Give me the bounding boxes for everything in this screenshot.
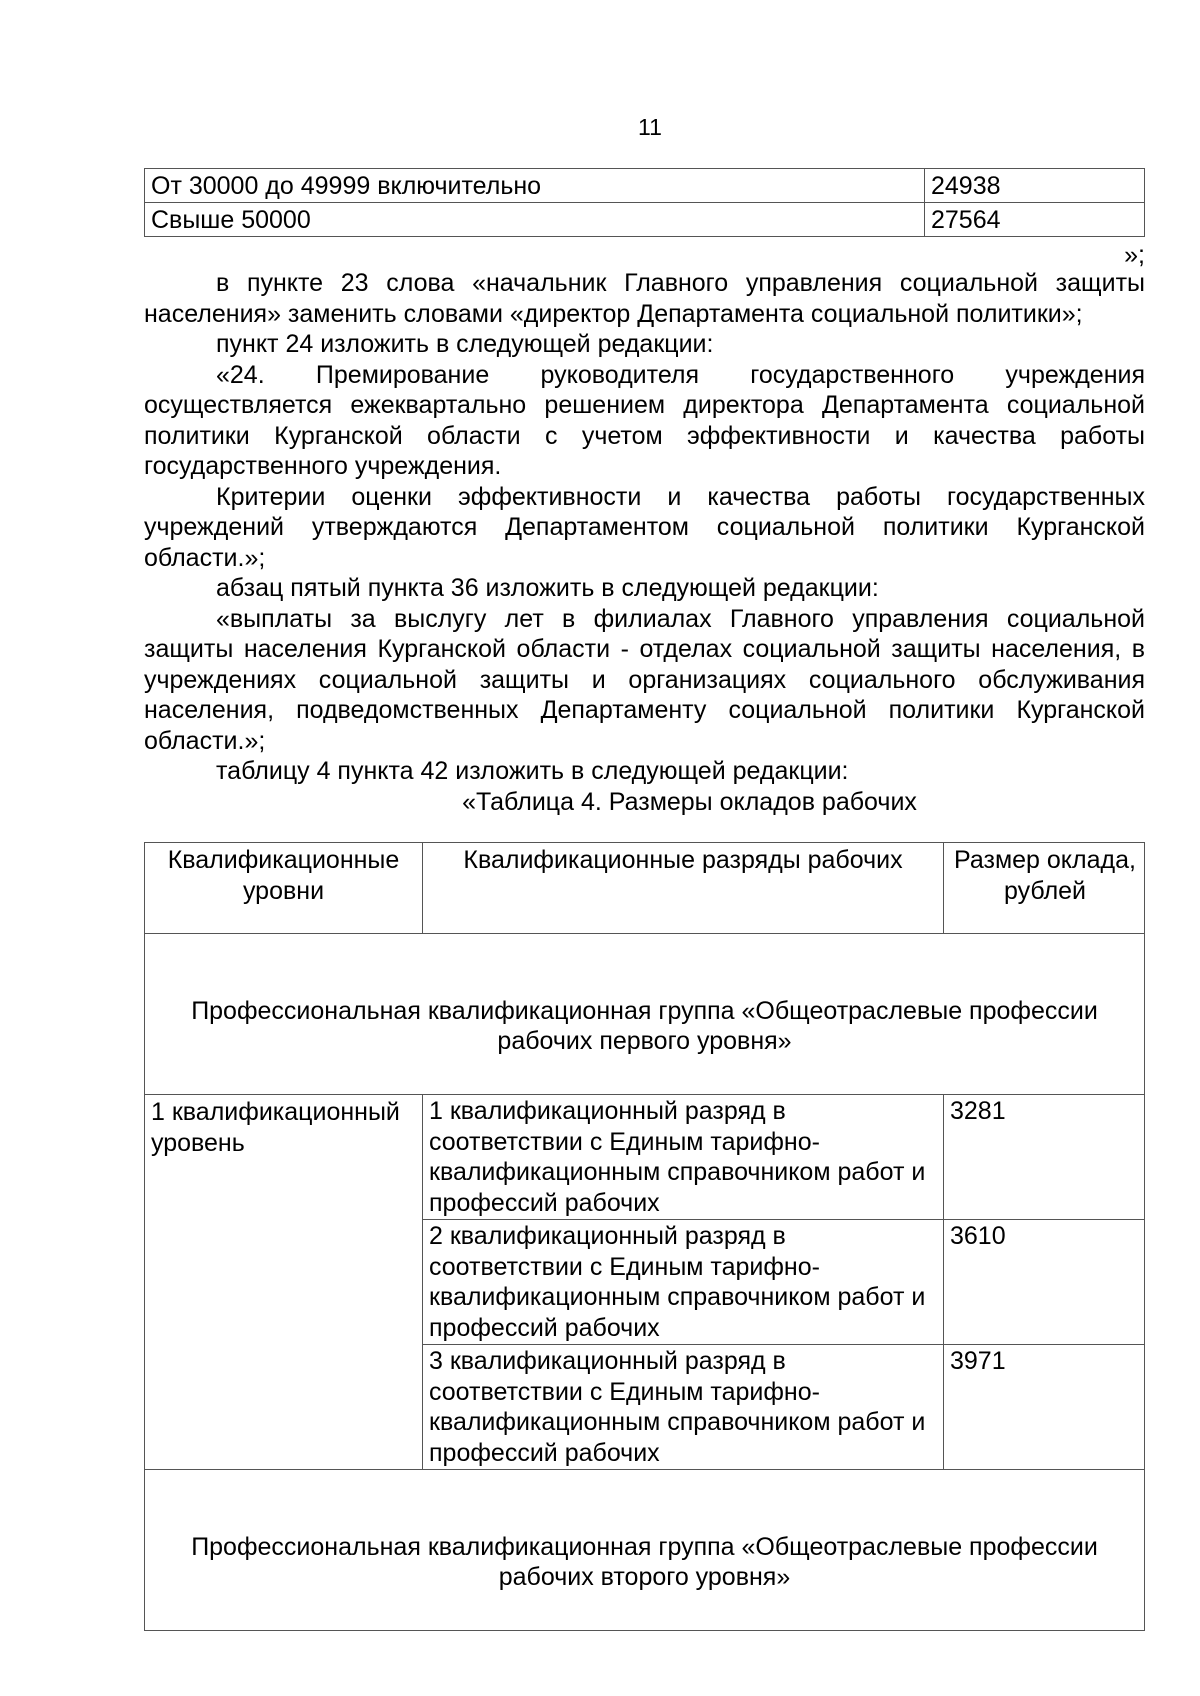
header-salary: Размер оклада, рублей: [944, 843, 1145, 934]
paragraph: в пункте 23 слова «начальник Главного управления социальной защиты населения» заменить словами «директор Департамента социальной политики»;: [144, 269, 1145, 328]
rank-cell: 3 квалификационный разряд в соответствии с Единым тарифно-квалификационным справочником работ и профессий рабочих: [423, 1345, 944, 1470]
salary-cell: 3971: [944, 1345, 1145, 1470]
group-heading: Профессиональная квалификационная группа «Общеотраслевые профессии рабочих первого уровня»: [145, 934, 1145, 1095]
paragraph: пункт 24 изложить в следующей редакции:: [216, 330, 714, 358]
value-cell: 27564: [925, 203, 1145, 237]
table-row: [145, 169, 1145, 203]
header-qualification-levels: Квалификационные уровни: [145, 843, 423, 934]
worker-salary-table: [144, 842, 1145, 1631]
salary-cell: 3610: [944, 1220, 1145, 1345]
salary-cell: 3281: [944, 1095, 1145, 1220]
level-cell: 1 квалификационный уровень: [145, 1095, 423, 1470]
table-row: [145, 203, 1145, 237]
paragraph: абзац пятый пункта 36 изложить в следующей редакции:: [216, 574, 879, 602]
table-row: [145, 1470, 1145, 1631]
group-heading: Профессиональная квалификационная группа «Общеотраслевые профессии рабочих второго уровня»: [145, 1470, 1145, 1631]
paragraph: «24. Премирование руководителя государственного учреждения осуществляется ежеквартально решением директора Департамента социальной политики Курганской области с учетом эффективности и качества работы государственного учреждения.: [144, 360, 1145, 480]
closing-quote: »;: [1124, 241, 1145, 269]
paragraph: Критерии оценки эффективности и качества работы государственных учреждений утверждаются Департаментом социальной политики Курганской области.»;: [144, 482, 1145, 572]
rank-cell: 1 квалификационный разряд в соответствии с Единым тарифно-квалификационным справочником работ и профессий рабочих: [423, 1095, 944, 1220]
table-caption: «Таблица 4. Размеры окладов рабочих: [462, 787, 917, 816]
table-header-row: [145, 843, 1145, 934]
header-qualification-ranks: Квалификационные разряды рабочих: [423, 843, 944, 934]
value-cell: 24938: [925, 169, 1145, 203]
table-row: [145, 1095, 1145, 1220]
document-body: [144, 268, 1145, 817]
page-number: 11: [638, 114, 662, 140]
paragraph: «выплаты за выслугу лет в филиалах Главного управления социальной защиты населения Курганской области - отделах социальной защиты населения, в учреждениях социальной защиты и организациях социального обслуживания населения, подведомственных Департаменту социальной политики Курганской области.»;: [144, 604, 1145, 755]
paragraph: таблицу 4 пункта 42 изложить в следующей редакции:: [216, 757, 849, 785]
range-cell: От 30000 до 49999 включительно: [145, 169, 925, 203]
table-row: [145, 934, 1145, 1095]
salary-range-table: [144, 168, 1145, 237]
rank-cell: 2 квалификационный разряд в соответствии с Единым тарифно-квалификационным справочником работ и профессий рабочих: [423, 1220, 944, 1345]
range-cell: Свыше 50000: [145, 203, 925, 237]
